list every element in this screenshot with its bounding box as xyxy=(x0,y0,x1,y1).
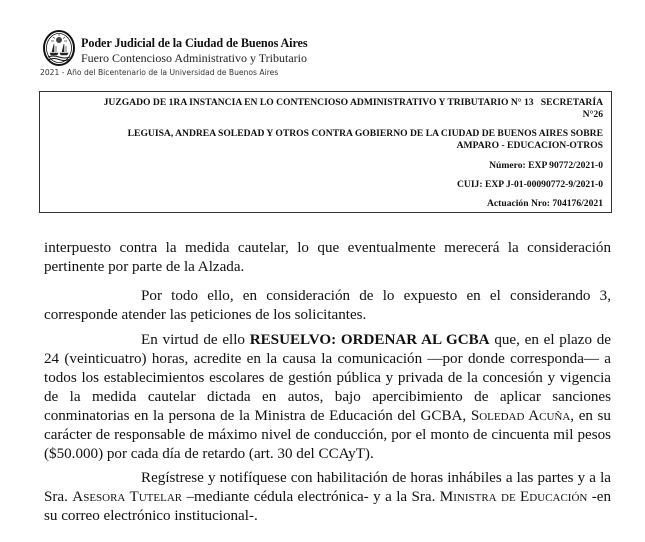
minister-name: Soledad Acuña xyxy=(470,408,571,424)
registrese-text-1: Regístrese y notifíquese con habilitación de horas inhábiles a las partes y a la Sra. xyxy=(44,470,611,505)
institution-subtitle: Fuero Contencioso Administrativo y Tributario xyxy=(81,51,308,65)
case-title-line-2: AMPARO - EDUCACION-OTROS xyxy=(456,140,603,151)
year-motto: 2021 - Año del Bicentenario de la Universidad de Buenos Aires xyxy=(40,68,279,77)
paragraph-resuelvo xyxy=(44,331,611,464)
case-title-line-1: LEGUISA, ANDREA SOLEDAD Y OTROS CONTRA GOBIERNO DE LA CIUDAD DE BUENOS AIRES SOBRE xyxy=(127,128,603,139)
paragraph-registrese xyxy=(44,469,611,526)
resuelvo-intro: En virtud de ello xyxy=(141,332,250,348)
buenos-aires-city-seal-icon xyxy=(43,30,75,66)
secretaria-number: N°26 xyxy=(582,109,603,120)
resuelvo-text-1: que, en el plazo de 24 (veinticuatro) horas, acredite en la causa la comunicación —por donde corresponda— a todos los establecimientos escolares de gestión pública y privada de la concesión y vigencia de la medida cautelar dictada en autos, bajo apercibimiento de aplicar sanciones conminatorias en la persona de la Ministra de Educación del GCBA, xyxy=(44,332,611,424)
letterhead xyxy=(40,28,360,78)
resuelvo-order: RESUELVO: ORDENAR AL GCBA xyxy=(249,332,490,348)
case-header-box xyxy=(39,91,612,213)
paragraph-alzada: interpuesto contra la medida cautelar, lo que eventualmente merecerá la consideración pertinente por parte de la Alzada. xyxy=(44,240,611,275)
cuij-number: CUIJ: EXP J-01-00090772-9/2021-0 xyxy=(456,179,603,190)
resuelvo-text-2: , en su carácter de responsable de máximo nivel de conducción, por el monto de cincuenta mil pesos ($50.000) por cada día de retardo (art. 30 del CCAyT). xyxy=(44,408,611,462)
registrese-text-3: -en su correo electrónico institucional-. xyxy=(44,489,612,524)
court-name: JUZGADO DE 1RA INSTANCIA EN LO CONTENCIOSO ADMINISTRATIVO Y TRIBUTARIO N° 13 SECRETARÍA xyxy=(103,97,603,108)
paragraph-por-todo-ello: Por todo ello, en consideración de lo expuesto en el considerando 3, corresponde atender las peticiones de los solicitantes. xyxy=(44,288,611,323)
ministra-de-educacion: Ministra de Educación xyxy=(439,489,588,505)
case-number: Número: EXP 90772/2021-0 xyxy=(489,160,603,171)
asesora-tutelar: Asesora Tutelar xyxy=(72,489,183,505)
institution-title: Poder Judicial de la Ciudad de Buenos Aires xyxy=(81,36,308,50)
registrese-text-2: –mediante cédula electrónica- y a la Sra. xyxy=(182,489,440,505)
actuacion-number: Actuación Nro: 704176/2021 xyxy=(486,198,603,209)
